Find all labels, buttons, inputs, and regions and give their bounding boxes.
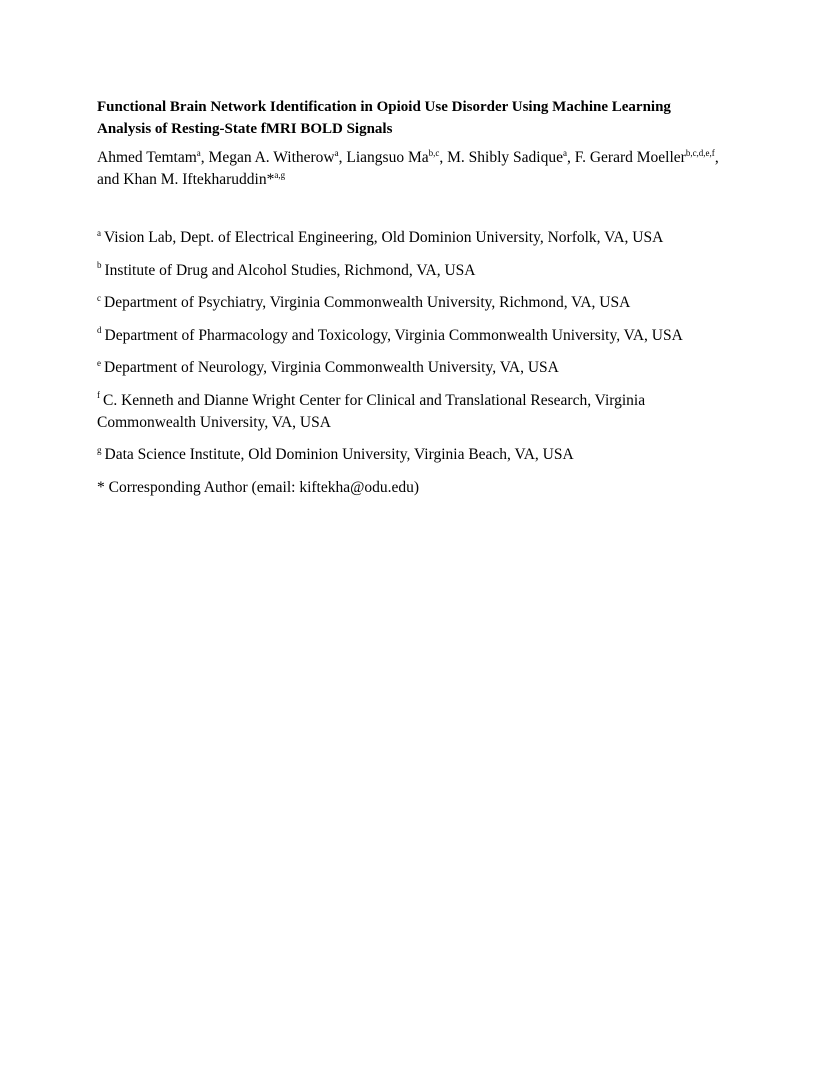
affiliation-item xyxy=(97,444,737,466)
author-affiliation-mark: a xyxy=(196,147,201,158)
corresponding-author-note: * Corresponding Author (email: kiftekha@odu.edu) xyxy=(97,478,420,496)
affiliation-item xyxy=(97,260,737,282)
affiliation-mark: d xyxy=(97,325,102,336)
paper-title-line-2: Analysis of Resting-State fMRI BOLD Signals xyxy=(97,121,393,137)
affiliation-item xyxy=(97,390,737,434)
author-separator: , xyxy=(200,149,209,166)
affiliation-list xyxy=(97,227,737,499)
affiliation-mark: b xyxy=(97,260,102,271)
author-separator: , xyxy=(439,149,448,166)
author-separator: , and xyxy=(97,149,719,188)
author-affiliation-mark: b,c xyxy=(428,147,440,158)
affiliation-mark: a xyxy=(97,227,101,238)
affiliation-text: Data Science Institute, Old Dominion University, Virginia Beach, VA, USA xyxy=(104,446,574,463)
paper-title xyxy=(97,96,737,140)
author-list xyxy=(97,147,737,191)
affiliation-text: Department of Psychiatry, Virginia Commonwealth University, Richmond, VA, USA xyxy=(104,294,631,311)
author-affiliation-mark: a xyxy=(334,147,339,158)
affiliation-text: Institute of Drug and Alcohol Studies, Richmond, VA, USA xyxy=(104,261,476,279)
affiliation-item xyxy=(97,357,737,379)
author-separator: , xyxy=(566,149,575,166)
author-affiliation-mark: b,c,d,e,f xyxy=(685,147,715,158)
affiliation-text: C. Kenneth and Dianne Wright Center for Clinical and Translational Research, Virginia Commonwealth University, VA, USA xyxy=(97,391,646,431)
author-affiliation-mark: a,g xyxy=(274,169,286,180)
affiliation-text: Vision Lab, Dept. of Electrical Engineering, Old Dominion University, Norfolk, VA, USA xyxy=(104,229,664,246)
author-name: F. Gerard Moeller xyxy=(574,149,686,166)
affiliation-text: Department of Pharmacology and Toxicology, Virginia Commonwealth University, VA, USA xyxy=(104,326,683,344)
author-name: M. Shibly Sadique xyxy=(447,149,563,166)
author-name: Khan M. Iftekharuddin* xyxy=(123,171,275,188)
author-name: Liangsuo Ma xyxy=(346,149,429,166)
affiliation-item xyxy=(97,227,737,249)
author-separator: , xyxy=(338,149,347,166)
affiliation-mark: g xyxy=(97,444,102,455)
author-affiliation-mark: a xyxy=(562,147,567,158)
affiliation-mark: e xyxy=(97,357,101,368)
affiliation-item xyxy=(97,292,737,314)
author-name: Megan A. Witherow xyxy=(208,149,335,166)
title-page xyxy=(97,96,737,499)
author-name: Ahmed Temtam xyxy=(97,149,197,166)
affiliation-mark: c xyxy=(97,292,101,303)
affiliation-mark: f xyxy=(97,390,100,401)
affiliation-item xyxy=(97,325,737,347)
paper-title-line-1: Functional Brain Network Identification in Opioid Use Disorder Using Machine Learning xyxy=(97,99,671,115)
affiliation-text: Department of Neurology, Virginia Commonwealth University, VA, USA xyxy=(104,359,559,376)
